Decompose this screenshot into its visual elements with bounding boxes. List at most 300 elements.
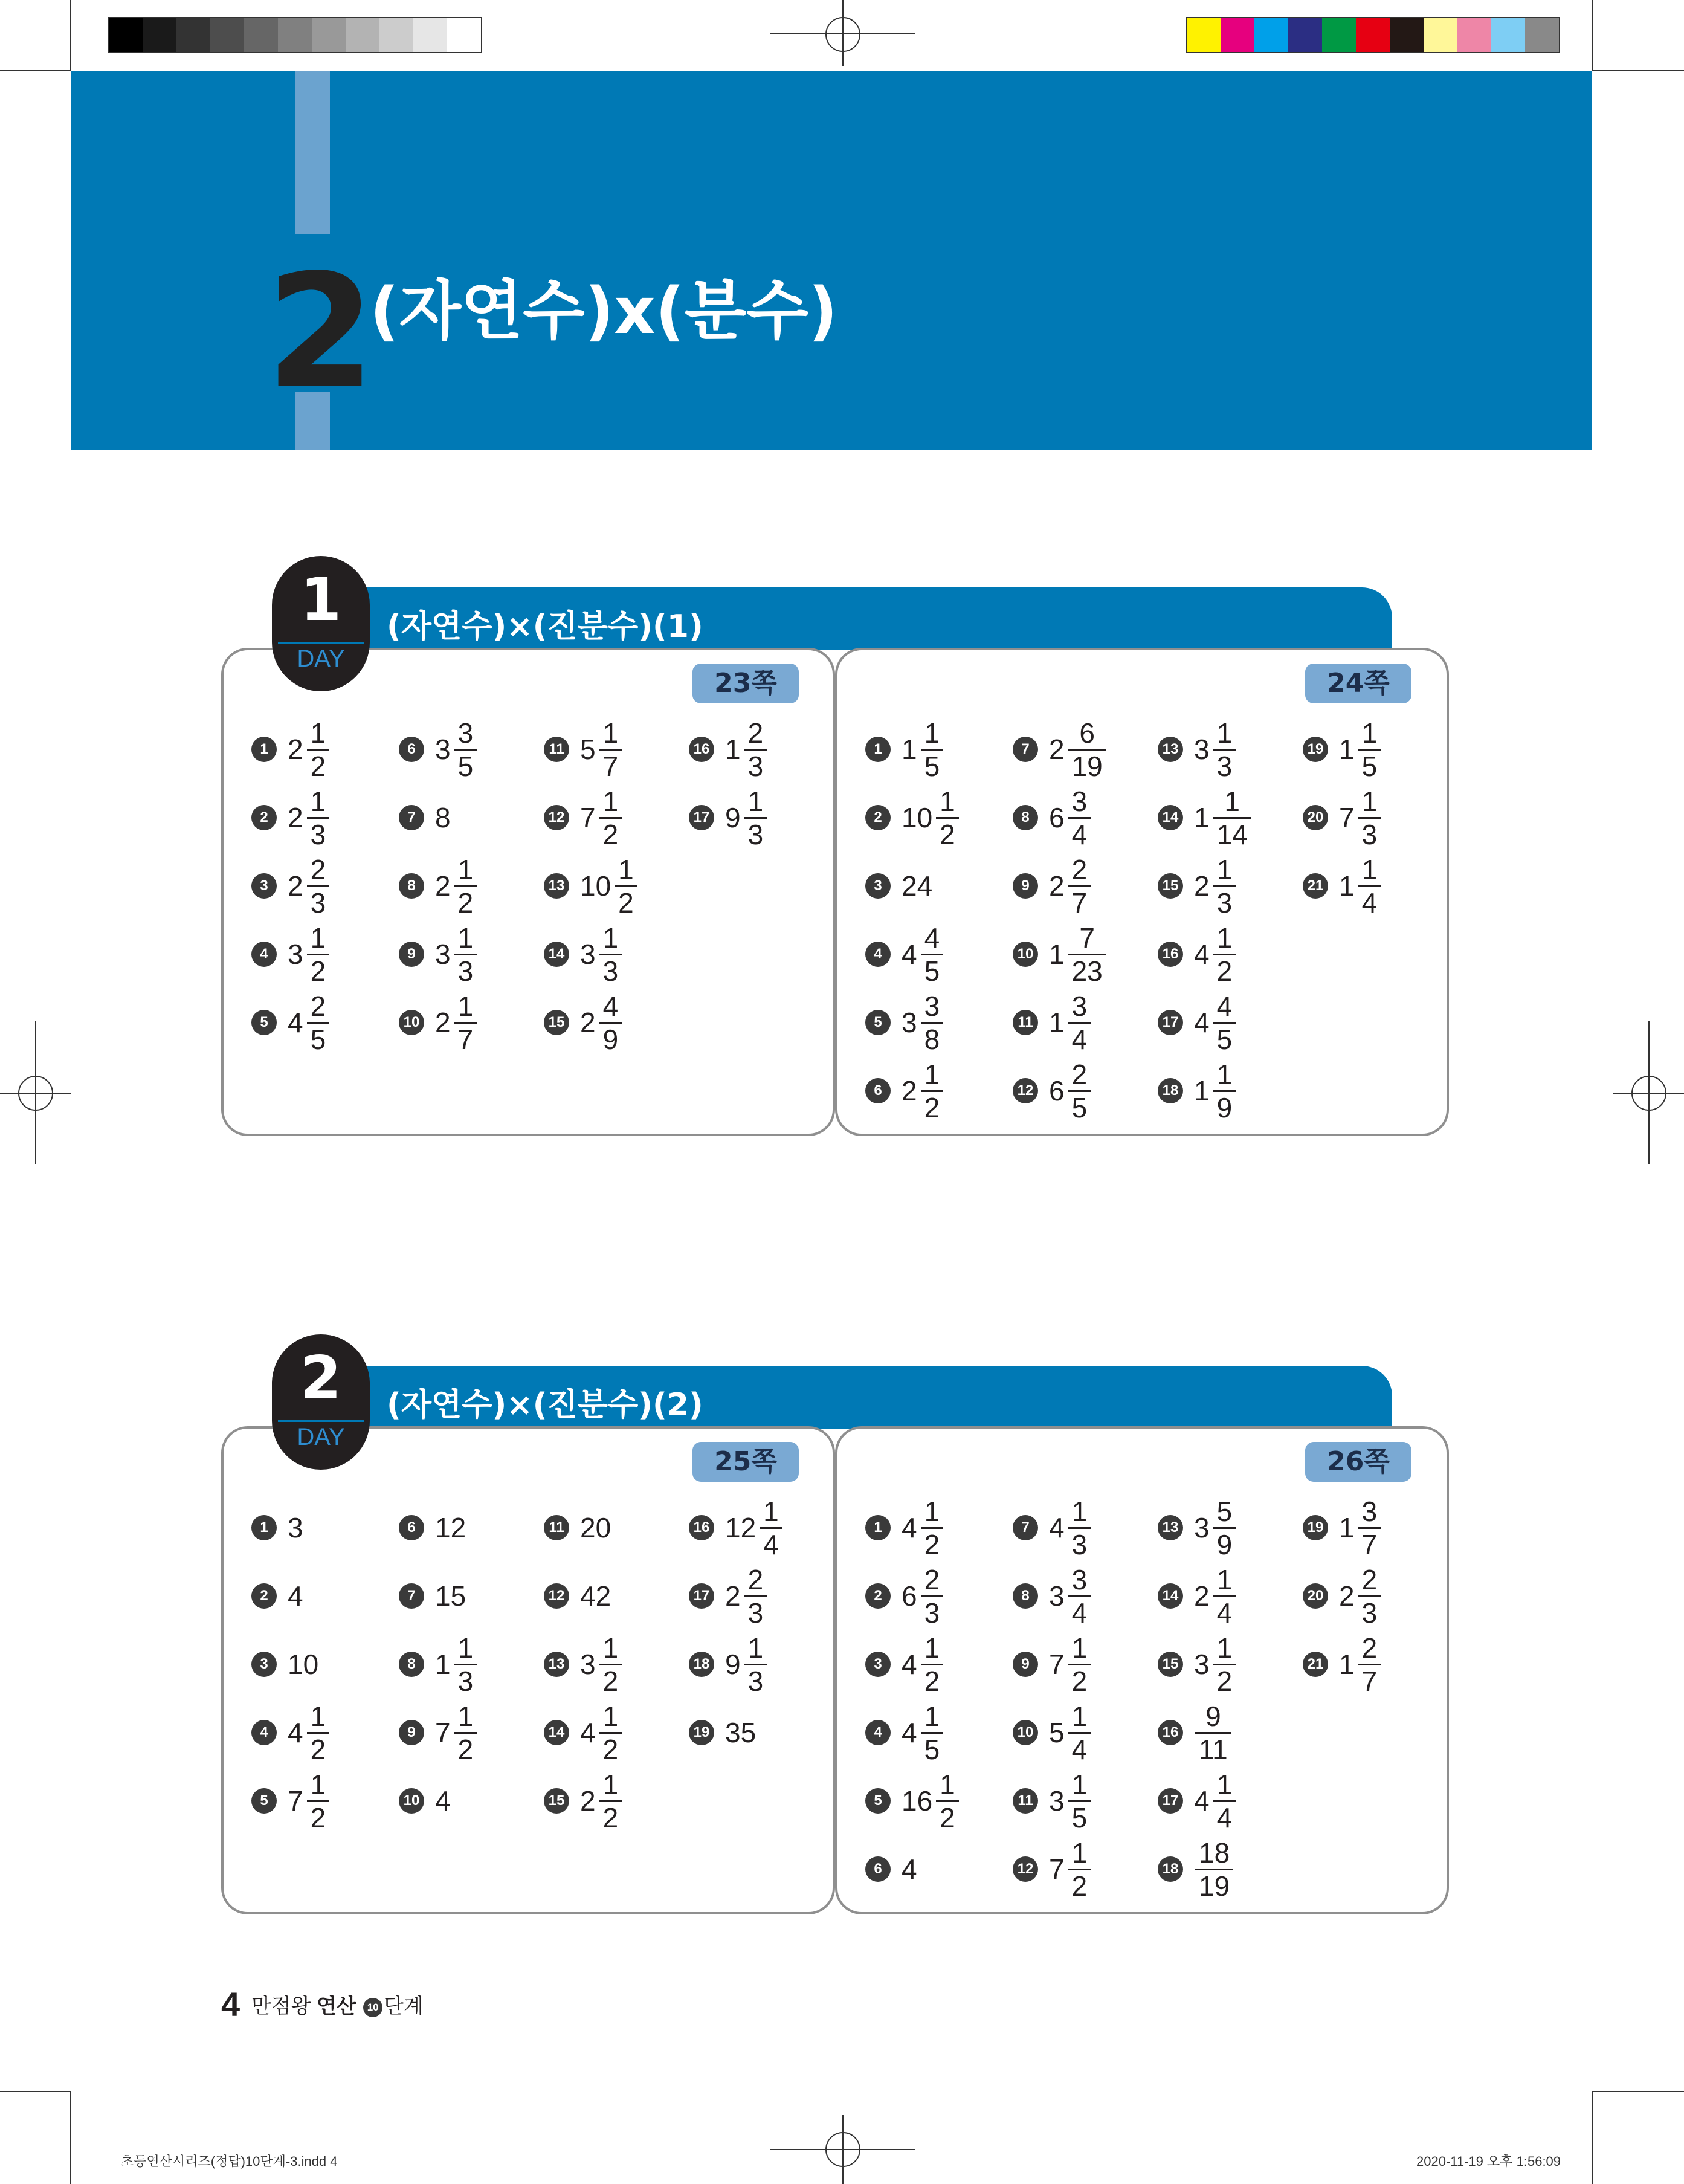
numerator: 3 <box>1071 1563 1088 1595</box>
fraction <box>1068 924 1106 985</box>
answer-item <box>251 781 329 854</box>
color-swatch <box>447 18 481 52</box>
question-number-badge: 1 <box>251 737 277 762</box>
numerator: 1 <box>602 1768 619 1800</box>
denominator: 11 <box>1199 1733 1228 1765</box>
fraction <box>1068 1058 1091 1123</box>
whole-number: 1 <box>902 734 917 765</box>
answer-value <box>725 787 767 848</box>
fraction <box>760 1497 782 1559</box>
denominator: 3 <box>457 1665 474 1697</box>
question-number-badge: 2 <box>251 1583 277 1609</box>
answer-item <box>1158 1765 1236 1837</box>
answer-item <box>399 1765 453 1837</box>
answer-value <box>1339 1497 1381 1559</box>
answer-item <box>399 1628 477 1701</box>
denominator: 2 <box>1216 1665 1233 1697</box>
answer-value <box>580 1634 622 1695</box>
numerator: 1 <box>924 1058 940 1090</box>
numerator: 1 <box>1216 922 1233 954</box>
question-number-badge: 1 <box>251 1515 277 1540</box>
whole-number: 3 <box>1194 734 1210 765</box>
whole-number: 42 <box>580 1580 611 1612</box>
answer-value <box>1049 853 1091 919</box>
answer-value <box>1339 1634 1381 1695</box>
numerator: 18 <box>1199 1837 1230 1869</box>
whole-number: 2 <box>288 870 303 902</box>
denominator: 5 <box>457 750 474 782</box>
question-number-badge: 2 <box>865 1583 891 1609</box>
question-number-badge: 7 <box>1013 737 1038 762</box>
question-number-badge: 13 <box>544 1652 569 1677</box>
question-number-badge: 12 <box>544 805 569 830</box>
answer-value <box>902 1702 943 1763</box>
fraction <box>307 719 330 780</box>
fraction <box>1213 1634 1236 1695</box>
denominator: 2 <box>924 1528 940 1560</box>
fraction <box>1213 924 1236 985</box>
numerator: 1 <box>310 1768 326 1800</box>
whole-number: 3 <box>288 939 303 970</box>
answer-value <box>725 1497 782 1559</box>
whole-number: 3 <box>580 1649 596 1680</box>
answer-value <box>1049 1768 1091 1833</box>
fraction <box>307 924 330 985</box>
fraction <box>1068 1702 1091 1763</box>
whole-number: 7 <box>288 1785 303 1817</box>
answer-item <box>399 1696 477 1769</box>
day-badge <box>272 556 370 691</box>
answer-value <box>288 719 329 780</box>
answer-item <box>1013 850 1091 922</box>
numerator: 9 <box>1205 1700 1221 1732</box>
question-number-badge: 17 <box>1158 1788 1183 1814</box>
answer-value <box>902 1634 943 1695</box>
numerator: 1 <box>763 1495 779 1527</box>
numerator: 2 <box>747 1563 764 1595</box>
question-number-badge: 6 <box>865 1856 891 1882</box>
fraction <box>1358 1497 1381 1559</box>
numerator: 2 <box>310 990 326 1022</box>
answer-value <box>902 1853 920 1885</box>
numerator: 1 <box>940 785 955 817</box>
whole-number: 3 <box>435 939 451 970</box>
answer-value <box>1194 1634 1236 1695</box>
color-swatch <box>1356 18 1390 52</box>
denominator: 5 <box>1361 750 1378 782</box>
answer-item <box>865 1833 920 1905</box>
numerator: 3 <box>457 717 474 749</box>
whole-number: 3 <box>435 734 451 765</box>
question-number-badge: 12 <box>1013 1078 1038 1103</box>
question-number-badge: 16 <box>689 1515 714 1540</box>
numerator: 1 <box>1361 853 1378 885</box>
answer-value <box>1049 787 1091 848</box>
color-swatch <box>413 18 447 52</box>
whole-number: 7 <box>1339 802 1355 833</box>
numerator: 3 <box>1071 785 1088 817</box>
denominator: 4 <box>1071 1597 1088 1629</box>
denominator: 2 <box>310 1801 326 1833</box>
answer-item <box>544 713 622 786</box>
answer-item <box>865 918 943 990</box>
answer-value <box>902 719 943 780</box>
day-badge <box>272 1334 370 1470</box>
fraction <box>307 787 330 848</box>
denominator: 3 <box>747 1665 764 1697</box>
fraction <box>1213 719 1236 780</box>
answer-value <box>1194 1563 1236 1629</box>
denominator: 2 <box>457 1733 474 1765</box>
section-title: (자연수)×(진분수)(2) <box>387 1387 703 1423</box>
answer-value <box>580 1511 613 1544</box>
question-number-badge: 5 <box>865 1788 891 1814</box>
denominator: 2 <box>924 1091 940 1123</box>
question-number-badge: 13 <box>1158 737 1183 762</box>
denominator: 2 <box>310 750 326 782</box>
answer-item <box>399 781 453 854</box>
numerator: 2 <box>924 1563 940 1595</box>
denominator: 3 <box>747 1597 764 1629</box>
fraction <box>1358 853 1381 919</box>
answer-value <box>435 992 477 1053</box>
numerator: 1 <box>310 785 326 817</box>
question-number-badge: 7 <box>399 1583 424 1609</box>
denominator: 19 <box>1199 1870 1230 1902</box>
answer-item <box>1013 986 1091 1059</box>
whole-number: 2 <box>580 1785 596 1817</box>
whole-number: 20 <box>580 1512 611 1543</box>
answer-item <box>251 1765 329 1837</box>
answer-item <box>399 918 477 990</box>
fraction <box>599 1768 622 1833</box>
fraction <box>1213 853 1236 919</box>
denominator: 2 <box>1216 955 1233 987</box>
denominator: 9 <box>1216 1091 1233 1123</box>
answer-item <box>399 1491 468 1564</box>
answer-item <box>1013 1560 1091 1632</box>
answer-value <box>1049 1634 1091 1695</box>
denominator: 2 <box>924 1665 940 1697</box>
answer-item <box>1013 1833 1091 1905</box>
fraction <box>1068 719 1106 780</box>
color-swatch <box>1322 18 1356 52</box>
fraction <box>1358 719 1381 780</box>
fraction <box>599 1702 622 1763</box>
numerator: 1 <box>940 1768 955 1800</box>
answer-value <box>1194 1058 1236 1123</box>
answer-item <box>544 781 622 854</box>
fraction <box>744 787 767 848</box>
answer-item <box>689 781 767 854</box>
answer-value <box>288 1648 321 1681</box>
whole-number: 24 <box>902 870 933 902</box>
answer-value <box>1049 719 1106 780</box>
answer-value <box>1049 1563 1091 1629</box>
question-number-badge: 3 <box>251 873 277 899</box>
denominator: 2 <box>602 818 619 850</box>
numerator: 1 <box>1361 785 1378 817</box>
fraction <box>921 1702 944 1763</box>
question-number-badge: 2 <box>251 805 277 830</box>
question-number-badge: 21 <box>1303 1652 1328 1677</box>
numerator: 1 <box>1216 1768 1233 1800</box>
answer-item <box>865 1491 943 1564</box>
answer-item <box>544 918 622 990</box>
whole-number: 1 <box>1339 1512 1355 1543</box>
fraction <box>936 787 959 848</box>
question-number-badge: 15 <box>1158 873 1183 899</box>
question-number-badge: 14 <box>1158 805 1183 830</box>
numerator: 1 <box>747 785 764 817</box>
question-number-badge: 10 <box>399 1788 424 1814</box>
whole-number: 8 <box>435 802 451 833</box>
whole-number: 4 <box>288 1717 303 1748</box>
answer-item <box>1158 1491 1236 1564</box>
answer-value <box>1049 1058 1091 1123</box>
numerator: 1 <box>1071 1768 1088 1800</box>
denominator: 3 <box>1216 887 1233 919</box>
question-number-badge: 5 <box>251 1010 277 1035</box>
answer-value <box>902 870 935 902</box>
answer-value <box>1194 1497 1236 1559</box>
denominator: 7 <box>457 1023 474 1055</box>
level-badge: 10 <box>363 1998 382 2017</box>
numerator: 2 <box>1361 1563 1378 1595</box>
fraction <box>921 1634 944 1695</box>
question-number-badge: 4 <box>251 1720 277 1745</box>
numerator: 1 <box>457 1632 474 1664</box>
answer-value <box>580 992 622 1053</box>
answer-item <box>1158 1560 1236 1632</box>
answer-item <box>865 1628 943 1701</box>
color-swatch <box>1288 18 1322 52</box>
whole-number: 7 <box>1049 1853 1065 1885</box>
question-number-badge: 5 <box>865 1010 891 1035</box>
question-number-badge: 10 <box>1013 942 1038 967</box>
whole-number: 4 <box>1049 1512 1065 1543</box>
question-number-badge: 21 <box>1303 873 1328 899</box>
question-number-badge: 11 <box>1013 1010 1038 1035</box>
numerator: 2 <box>1071 1058 1088 1090</box>
answer-item <box>1303 1491 1381 1564</box>
question-number-badge: 15 <box>1158 1652 1183 1677</box>
question-number-badge: 14 <box>1158 1583 1183 1609</box>
whole-number: 4 <box>435 1785 451 1817</box>
answer-value <box>580 719 622 780</box>
fraction <box>1358 1634 1381 1695</box>
answer-item <box>1158 781 1251 854</box>
fraction <box>454 853 477 919</box>
answer-value <box>1049 1839 1091 1900</box>
whole-number: 1 <box>1339 734 1355 765</box>
answer-value <box>902 787 959 848</box>
denominator: 3 <box>747 750 764 782</box>
whole-number: 16 <box>902 1785 933 1817</box>
fraction <box>307 853 330 919</box>
numerator: 1 <box>1216 1058 1233 1090</box>
answer-item <box>251 1560 306 1632</box>
answer-value <box>725 1634 767 1695</box>
answer-value <box>1049 1497 1091 1559</box>
answer-item <box>1158 1833 1233 1905</box>
question-number-badge: 12 <box>1013 1856 1038 1882</box>
answer-value <box>1049 924 1106 985</box>
answer-item <box>689 1696 758 1769</box>
fraction <box>744 1634 767 1695</box>
color-swatch <box>143 18 176 52</box>
color-swatch <box>1457 18 1491 52</box>
whole-number: 10 <box>288 1649 319 1680</box>
fraction <box>599 719 622 780</box>
whole-number: 4 <box>902 1853 917 1885</box>
numerator: 1 <box>618 853 634 885</box>
question-number-badge: 2 <box>865 805 891 830</box>
answer-value <box>1194 992 1236 1053</box>
answer-item <box>1158 986 1236 1059</box>
numerator: 1 <box>747 1632 764 1664</box>
answer-item <box>689 713 767 786</box>
question-number-badge: 8 <box>399 873 424 899</box>
whole-number: 2 <box>1049 870 1065 902</box>
fraction <box>1213 787 1251 848</box>
answer-item <box>1158 918 1236 990</box>
question-number-badge: 18 <box>1158 1078 1183 1103</box>
denominator: 3 <box>457 955 474 987</box>
numerator: 1 <box>310 1700 326 1732</box>
answer-item <box>251 1628 321 1701</box>
numerator: 1 <box>1071 1837 1088 1869</box>
answer-value <box>580 1702 622 1763</box>
answer-item <box>251 918 329 990</box>
answer-item <box>1013 1491 1091 1564</box>
denominator: 9 <box>602 1023 619 1055</box>
day-number: 2 <box>300 1344 342 1413</box>
denominator: 2 <box>602 1733 619 1765</box>
day-divider <box>278 1420 364 1422</box>
whole-number: 4 <box>580 1717 596 1748</box>
slug-filename: 초등연산시리즈(정답)10단계-3.indd 4 <box>121 2154 338 2169</box>
denominator: 2 <box>310 1733 326 1765</box>
fraction <box>1213 1768 1236 1833</box>
answer-item <box>544 1560 613 1632</box>
question-number-badge: 18 <box>689 1652 714 1677</box>
fraction <box>1068 1497 1091 1559</box>
numerator: 3 <box>1361 1495 1378 1527</box>
whole-number: 7 <box>1049 1649 1065 1680</box>
answer-value <box>1194 1839 1233 1900</box>
fraction <box>921 1563 944 1629</box>
whole-number: 12 <box>725 1512 757 1543</box>
whole-number: 15 <box>435 1580 466 1612</box>
numerator: 7 <box>1079 922 1095 954</box>
answer-value <box>288 1768 329 1833</box>
whole-number: 1 <box>1194 1075 1210 1107</box>
whole-number: 3 <box>1194 1512 1210 1543</box>
whole-number: 2 <box>580 1007 596 1038</box>
answer-value <box>902 1768 959 1833</box>
answer-value <box>288 924 329 985</box>
question-number-badge: 16 <box>1158 942 1183 967</box>
fraction <box>454 992 477 1053</box>
answer-item <box>865 713 943 786</box>
denominator: 8 <box>924 1023 940 1055</box>
numerator: 2 <box>747 717 764 749</box>
denominator: 4 <box>1071 1733 1088 1765</box>
fraction <box>921 1058 944 1123</box>
question-number-badge: 8 <box>1013 805 1038 830</box>
denominator: 5 <box>1216 1023 1233 1055</box>
numerator: 1 <box>1216 717 1233 749</box>
right-page-tag: 24쪽 <box>1305 664 1411 703</box>
question-number-badge: 9 <box>399 1720 424 1745</box>
whole-number: 2 <box>1049 734 1065 765</box>
fraction <box>921 719 944 780</box>
day-divider <box>278 642 364 644</box>
whole-number: 2 <box>1194 1580 1210 1612</box>
fraction <box>1213 992 1236 1053</box>
fraction <box>1195 1702 1231 1763</box>
question-number-badge: 14 <box>544 942 569 967</box>
whole-number: 3 <box>580 939 596 970</box>
whole-number: 7 <box>580 802 596 833</box>
color-swatch <box>346 18 379 52</box>
answer-value <box>435 924 477 985</box>
answer-item <box>1303 850 1381 922</box>
fraction <box>1068 1634 1091 1695</box>
whole-number: 2 <box>902 1075 917 1107</box>
answer-item <box>1013 713 1106 786</box>
fraction <box>599 787 622 848</box>
question-number-badge: 9 <box>1013 1652 1038 1677</box>
numerator: 4 <box>924 922 940 954</box>
answer-item <box>865 986 943 1059</box>
color-swatch <box>278 18 312 52</box>
question-number-badge: 18 <box>1158 1856 1183 1882</box>
answer-value <box>902 1058 943 1123</box>
color-swatch <box>1254 18 1288 52</box>
answer-item <box>865 1055 943 1127</box>
fraction <box>599 1634 622 1695</box>
question-number-badge: 17 <box>689 1583 714 1609</box>
denominator: 3 <box>1071 1528 1088 1560</box>
fraction <box>921 924 944 985</box>
question-number-badge: 17 <box>1158 1010 1183 1035</box>
denominator: 19 <box>1071 750 1103 782</box>
answer-item <box>1158 850 1236 922</box>
denominator: 2 <box>1071 1870 1088 1902</box>
fraction <box>615 853 637 919</box>
question-number-badge: 15 <box>544 1010 569 1035</box>
fraction <box>936 1768 959 1833</box>
fraction <box>1068 787 1091 848</box>
denominator: 2 <box>602 1801 619 1833</box>
answer-item <box>1013 918 1106 990</box>
answer-value <box>1194 924 1236 985</box>
answer-item <box>544 1765 622 1837</box>
question-number-badge: 16 <box>689 737 714 762</box>
whole-number: 1 <box>1049 1007 1065 1038</box>
denominator: 3 <box>924 1597 940 1629</box>
question-number-badge: 9 <box>1013 873 1038 899</box>
numerator: 1 <box>1216 853 1233 885</box>
whole-number: 5 <box>580 734 596 765</box>
answer-item <box>1303 713 1381 786</box>
denominator: 5 <box>1071 1091 1088 1123</box>
answer-value <box>1049 992 1091 1053</box>
answer-item <box>689 1628 767 1701</box>
whole-number: 4 <box>902 1512 917 1543</box>
